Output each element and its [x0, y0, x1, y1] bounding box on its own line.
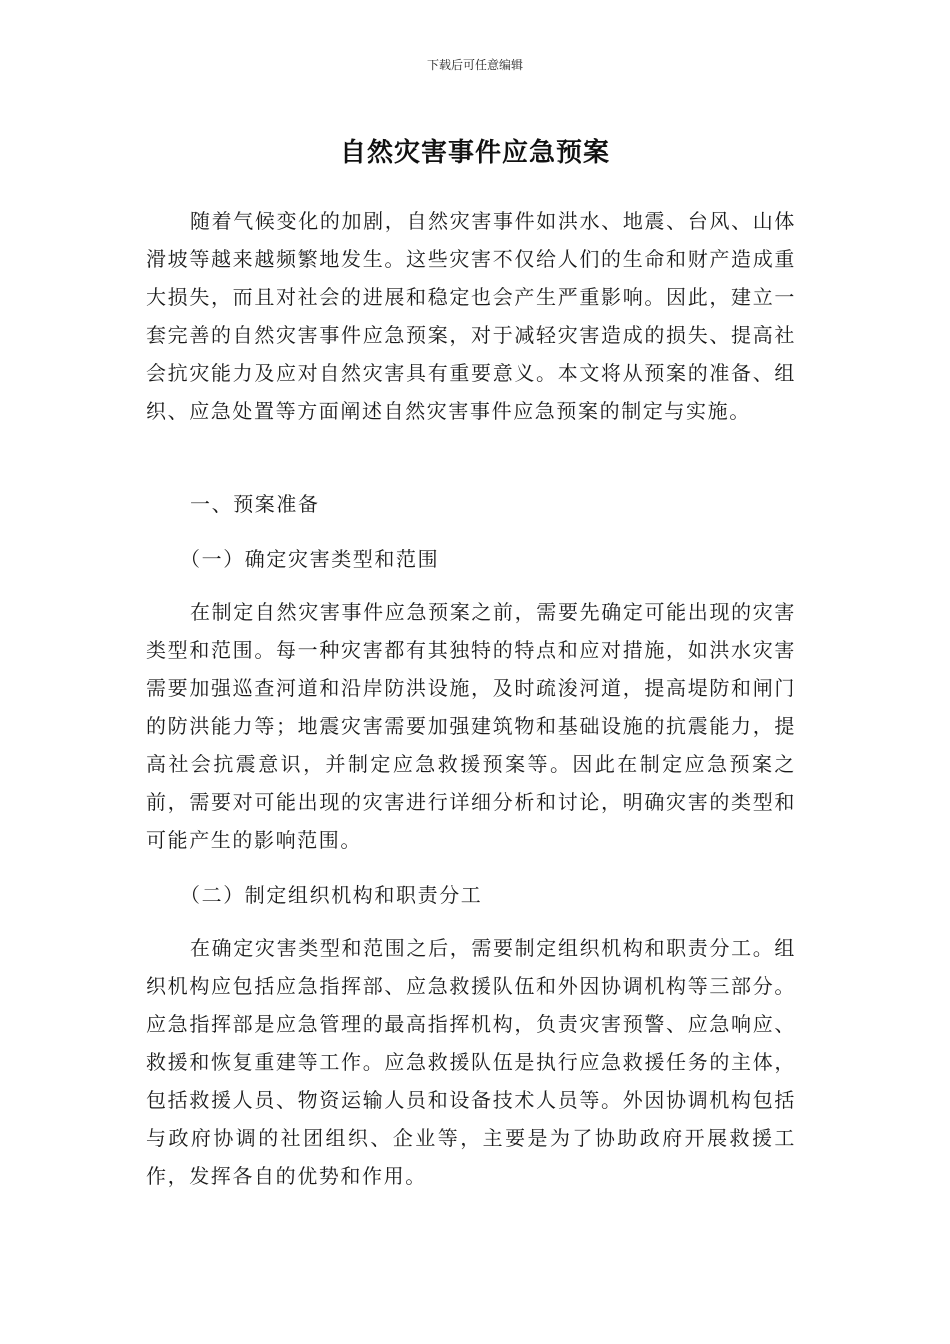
subsection-paragraph: 在制定自然灾害事件应急预案之前，需要先确定可能出现的灾害类型和范围。每一种灾害都有其独特的特点和应对措施，如洪水灾害需要加强巡查河道和沿岸防洪设施，及时疏浚河道，提高堤防和闸门的防洪能力等；地震灾害需要加强建筑物和基础设施的抗震能力，提高社会抗震意识，并制定应急救援预案等。因此在制定应急预案之前，需要对可能出现的灾害进行详细分析和讨论，明确灾害的类型和可能产生的影响范围。 — [146, 600, 796, 852]
subsection-paragraph: 在确定灾害类型和范围之后，需要制定组织机构和职责分工。组织机构应包括应急指挥部、应急救援队伍和外因协调机构等三部分。应急指挥部是应急管理的最高指挥机构，负责灾害预警、应急响应、救援和恢复重建等工作。应急救援队伍是执行应急救援任务的主体，包括救援人员、物资运输人员和设备技术人员等。外因协调机构包括与政府协调的社团组织、企业等，主要是为了协助政府开展救援工作，发挥各自的优势和作用。 — [146, 936, 796, 1188]
intro-paragraph: 随着气候变化的加剧，自然灾害事件如洪水、地震、台风、山体滑坡等越来越频繁地发生。这些灾害不仅给人们的生命和财产造成重大损失，而且对社会的进展和稳定也会产生严重影响。因此，建立一套完善的自然灾害事件应急预案，对于减轻灾害造成的损失、提高社会抗灾能力及应对自然灾害具有重要意义。本文将从预案的准备、组织、应急处置等方面阐述自然灾害事件应急预案的制定与实施。 — [146, 209, 796, 423]
subsection-heading: （一）确定灾害类型和范围 — [180, 547, 440, 571]
header-note: 下载后可任意编辑 — [426, 58, 523, 72]
subsection-heading: （二）制定组织机构和职责分工 — [180, 883, 483, 907]
section-heading: 一、预案准备 — [190, 492, 320, 516]
document-title: 自然灾害事件应急预案 — [339, 138, 610, 168]
